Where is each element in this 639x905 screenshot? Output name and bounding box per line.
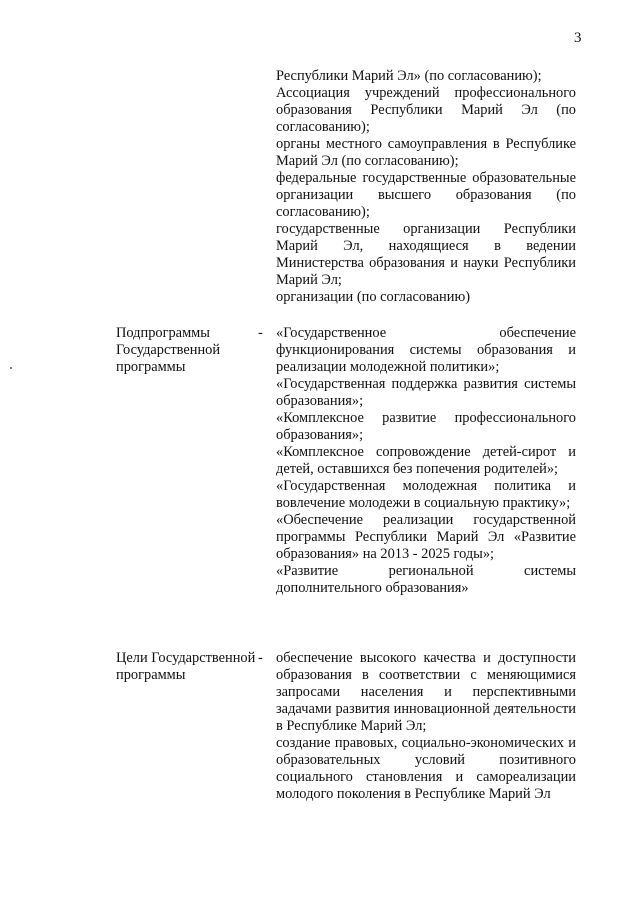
subprogram-item: «Развитие региональной системы дополнительного образования» [276, 563, 576, 596]
participants-list [276, 68, 576, 306]
subprogram-item: «Комплексное сопровождение детей-сирот и детей, оставшихся без попечения родителей»; [276, 444, 576, 477]
participant-item: органы местного самоуправления в Республике Марий Эл (по согласованию); [276, 136, 576, 169]
participant-item: государственные организации Республики Марий Эл, находящиеся в ведении Министерства образования и науки Республики Марий Эл; [276, 221, 576, 288]
subprograms-label: Подпрограммы Государственной программы [116, 325, 221, 375]
subprograms-dash: - [258, 325, 263, 341]
subprogram-item: «Государственная поддержка развития системы образования»; [276, 376, 576, 409]
participant-item: Ассоциация учреждений профессионального образования Республики Марий Эл (по согласованию); [276, 85, 576, 135]
page-number: 3 [574, 30, 582, 46]
goal-item: создание правовых, социально-экономических и образовательных условий позитивного социального становления и самореализации молодого поколения в Республике Марий Эл [276, 735, 576, 802]
participant-item: Республики Марий Эл» (по согласованию); [276, 68, 542, 84]
subprogram-item: «Государственная молодежная политика и вовлечение молодежи в социальную практику»; [276, 478, 576, 511]
goals-label: Цели Государственной программы [116, 650, 256, 683]
goals-dash: - [258, 650, 263, 666]
participant-item: организации (по согласованию) [276, 289, 470, 305]
subprogram-item: «Государственное обеспечение функционирования системы образования и реализации молодежной политики»; [276, 325, 576, 375]
participant-item: федеральные государственные образовательные организации высшего образования (по согласованию); [276, 170, 576, 220]
goals-list [276, 650, 576, 803]
subprogram-item: «Комплексное развитие профессионального образования»; [276, 410, 576, 443]
scan-speck [10, 367, 12, 369]
subprogram-item: «Обеспечение реализации государственной программы Республики Марий Эл «Развитие образования» на 2013 - 2025 годы»; [276, 512, 576, 562]
subprograms-list [276, 325, 576, 597]
goal-item: обеспечение высокого качества и доступности образования в соответствии с меняющимися запросами населения и перспективными задачами развития инновационной деятельности в Республике Марий Эл; [276, 650, 576, 734]
